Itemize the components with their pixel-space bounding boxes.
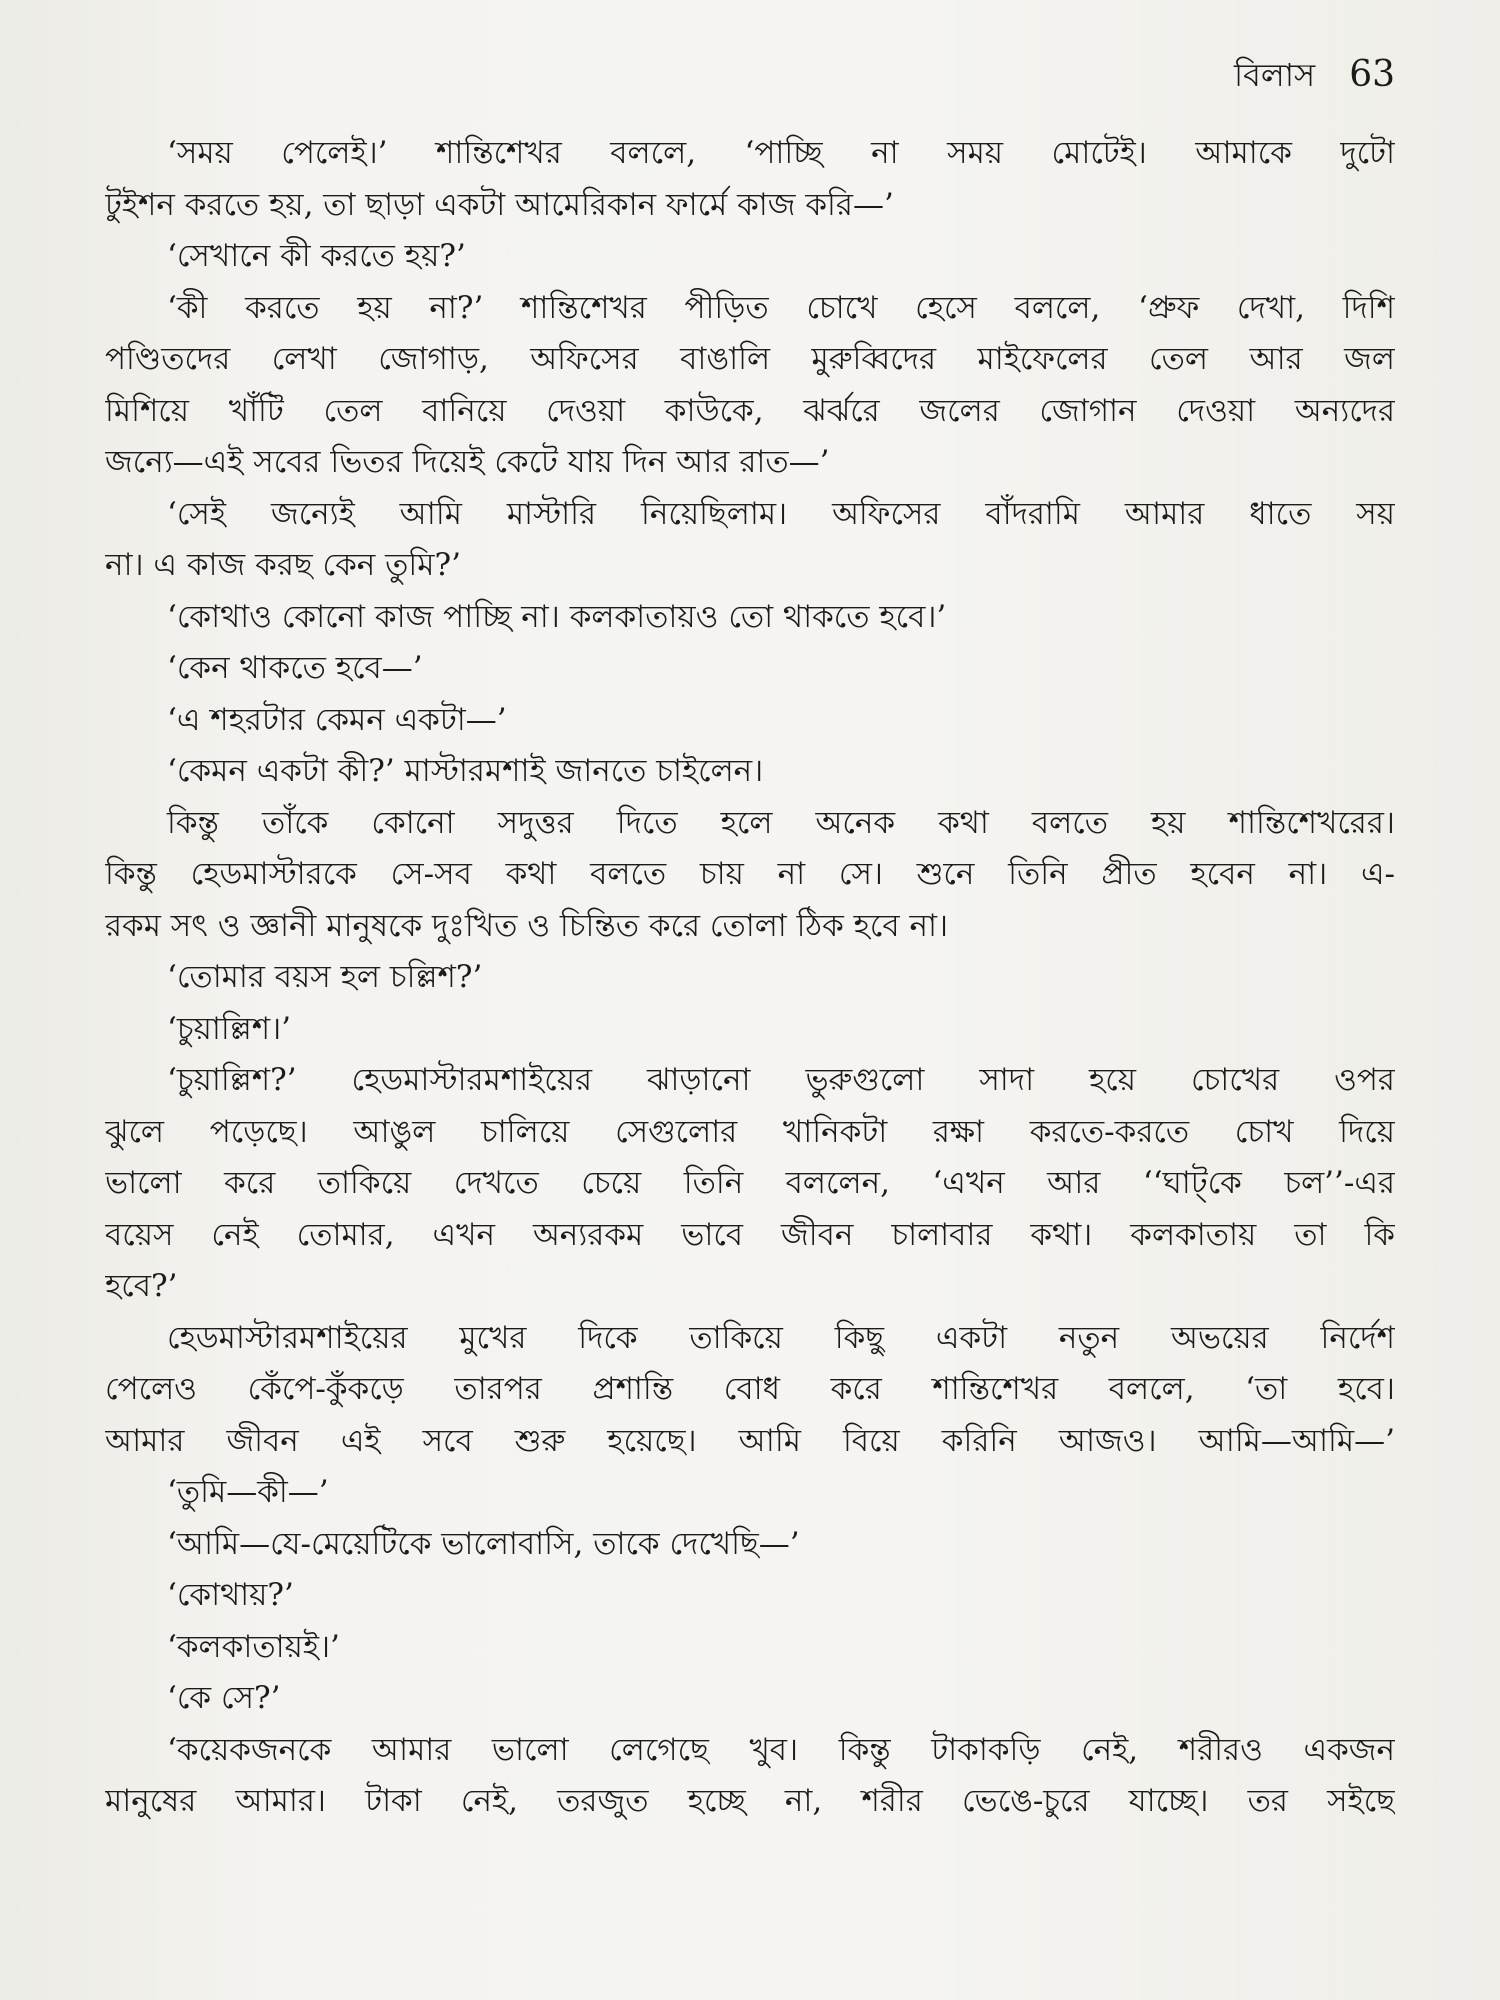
running-header xyxy=(1234,50,1395,104)
text-line: ‘চুয়াল্লিশ?’ হেডমাস্টারমশাইয়ের ঝাড়ানো ভুরুগুলো সাদা হয়ে চোখের ওপর xyxy=(167,1062,1395,1098)
text-line: কিন্তু তাঁকে কোনো সদুত্তর দিতে হলে অনেক কথা বলতে হয় শান্তিশেখরের। xyxy=(167,804,1395,841)
text-line: ‘তোমার বয়স হল চল্লিশ?’ xyxy=(167,959,483,995)
text-line: না। এ কাজ করছ কেন তুমি?’ xyxy=(105,547,461,583)
text-line: ‘সেখানে কী করতে হয়?’ xyxy=(167,238,466,274)
text-line: আমার জীবন এই সবে শুরু হয়েছে। আমি বিয়ে করিনি আজও। আমি—আমি—’ xyxy=(105,1422,1395,1459)
text-line: মানুষের আমার। টাকা নেই, তরজুত হচ্ছে না, শরীর ভেঙে-চুরে যাচ্ছে। তর সইছে xyxy=(105,1783,1395,1819)
body-text xyxy=(105,128,1395,1828)
text-line: ‘কী করতে হয় না?’ শান্তিশেখর পীড়িত চোখে হেসে বললে, ‘প্রুফ দেখা, দিশি xyxy=(167,289,1395,326)
text-line: ‘সময় পেলেই।’ শান্তিশেখর বললে, ‘পাচ্ছি না সময় মোটেই। আমাকে দুটো xyxy=(167,135,1395,171)
text-line: হবে?’ xyxy=(105,1268,178,1304)
text-line: ভালো করে তাকিয়ে দেখতে চেয়ে তিনি বললেন, ‘এখন আর ‘‘ঘাট্‌কে চল’’-এর xyxy=(105,1165,1395,1201)
text-line: পণ্ডিতদের লেখা জোগাড়, অফিসের বাঙালি মুরুব্বিদের মাইফেলের তেল আর জল xyxy=(105,341,1395,377)
text-line: ‘কেন থাকতে হবে—’ xyxy=(167,650,423,686)
text-line: ‘কোথাও কোনো কাজ পাচ্ছি না। কলকাতায়ও তো থাকতে হবে।’ xyxy=(167,598,947,635)
text-line: টুইশন করতে হয়, তা ছাড়া একটা আমেরিকান ফার্মে কাজ করি—’ xyxy=(105,186,894,223)
text-line: হেডমাস্টারমশাইয়ের মুখের দিকে তাকিয়ে কিছু একটা নতুন অভয়ের নির্দেশ xyxy=(167,1319,1395,1356)
page-number: 63 xyxy=(1349,54,1395,95)
text-line: ‘চুয়াল্লিশ।’ xyxy=(167,1010,292,1047)
text-line: পেলেও কেঁপে-কুঁকড়ে তারপর প্রশান্তি বোধ করে শান্তিশেখর বললে, ‘তা হবে। xyxy=(105,1371,1395,1407)
text-line: কিন্তু হেডমাস্টারকে সে-সব কথা বলতে চায় না সে। শুনে তিনি প্রীত হবেন না। এ- xyxy=(105,856,1395,892)
text-line: জন্যে—এই সবের ভিতর দিয়েই কেটে যায় দিন আর রাত—’ xyxy=(105,444,830,480)
running-title: বিলাস xyxy=(1233,56,1316,94)
text-line: বয়েস নেই তোমার, এখন অন্যরকম ভাবে জীবন চালাবার কথা। কলকাতায় তা কি xyxy=(105,1216,1395,1253)
text-line: ‘আমি—যে-মেয়েটিকে ভালোবাসি, তাকে দেখেছি—’ xyxy=(167,1525,800,1562)
text-line: ‘কলকাতায়ই।’ xyxy=(167,1628,340,1665)
text-line: মিশিয়ে খাঁটি তেল বানিয়ে দেওয়া কাউকে, ঝর্ঝরে জলের জোগান দেওয়া অন্যদের xyxy=(105,392,1395,429)
text-line: ঝুলে পড়েছে। আঙুল চালিয়ে সেগুলোর খানিকটা রক্ষা করতে-করতে চোখ দিয়ে xyxy=(105,1113,1395,1150)
text-line: ‘তুমি—কী—’ xyxy=(167,1474,329,1510)
text-line: ‘কেমন একটা কী?’ মাস্টারমশাই জানতে চাইলেন। xyxy=(167,753,764,789)
text-line: ‘কোথায়?’ xyxy=(167,1577,294,1613)
text-line: ‘সেই জন্যেই আমি মাস্টারি নিয়েছিলাম। অফিসের বাঁদরামি আমার ধাতে সয় xyxy=(167,495,1395,532)
text-line: ‘কয়েকজনকে আমার ভালো লেগেছে খুব। কিন্তু টাকাকড়ি নেই, শরীরও একজন xyxy=(167,1731,1395,1768)
text-line: রকম সৎ ও জ্ঞানী মানুষকে দুঃখিত ও চিন্তিত করে তোলা ঠিক হবে না। xyxy=(105,907,949,944)
text-line: ‘কে সে?’ xyxy=(167,1680,281,1716)
text-line: ‘এ শহরটার কেমন একটা—’ xyxy=(167,701,507,738)
